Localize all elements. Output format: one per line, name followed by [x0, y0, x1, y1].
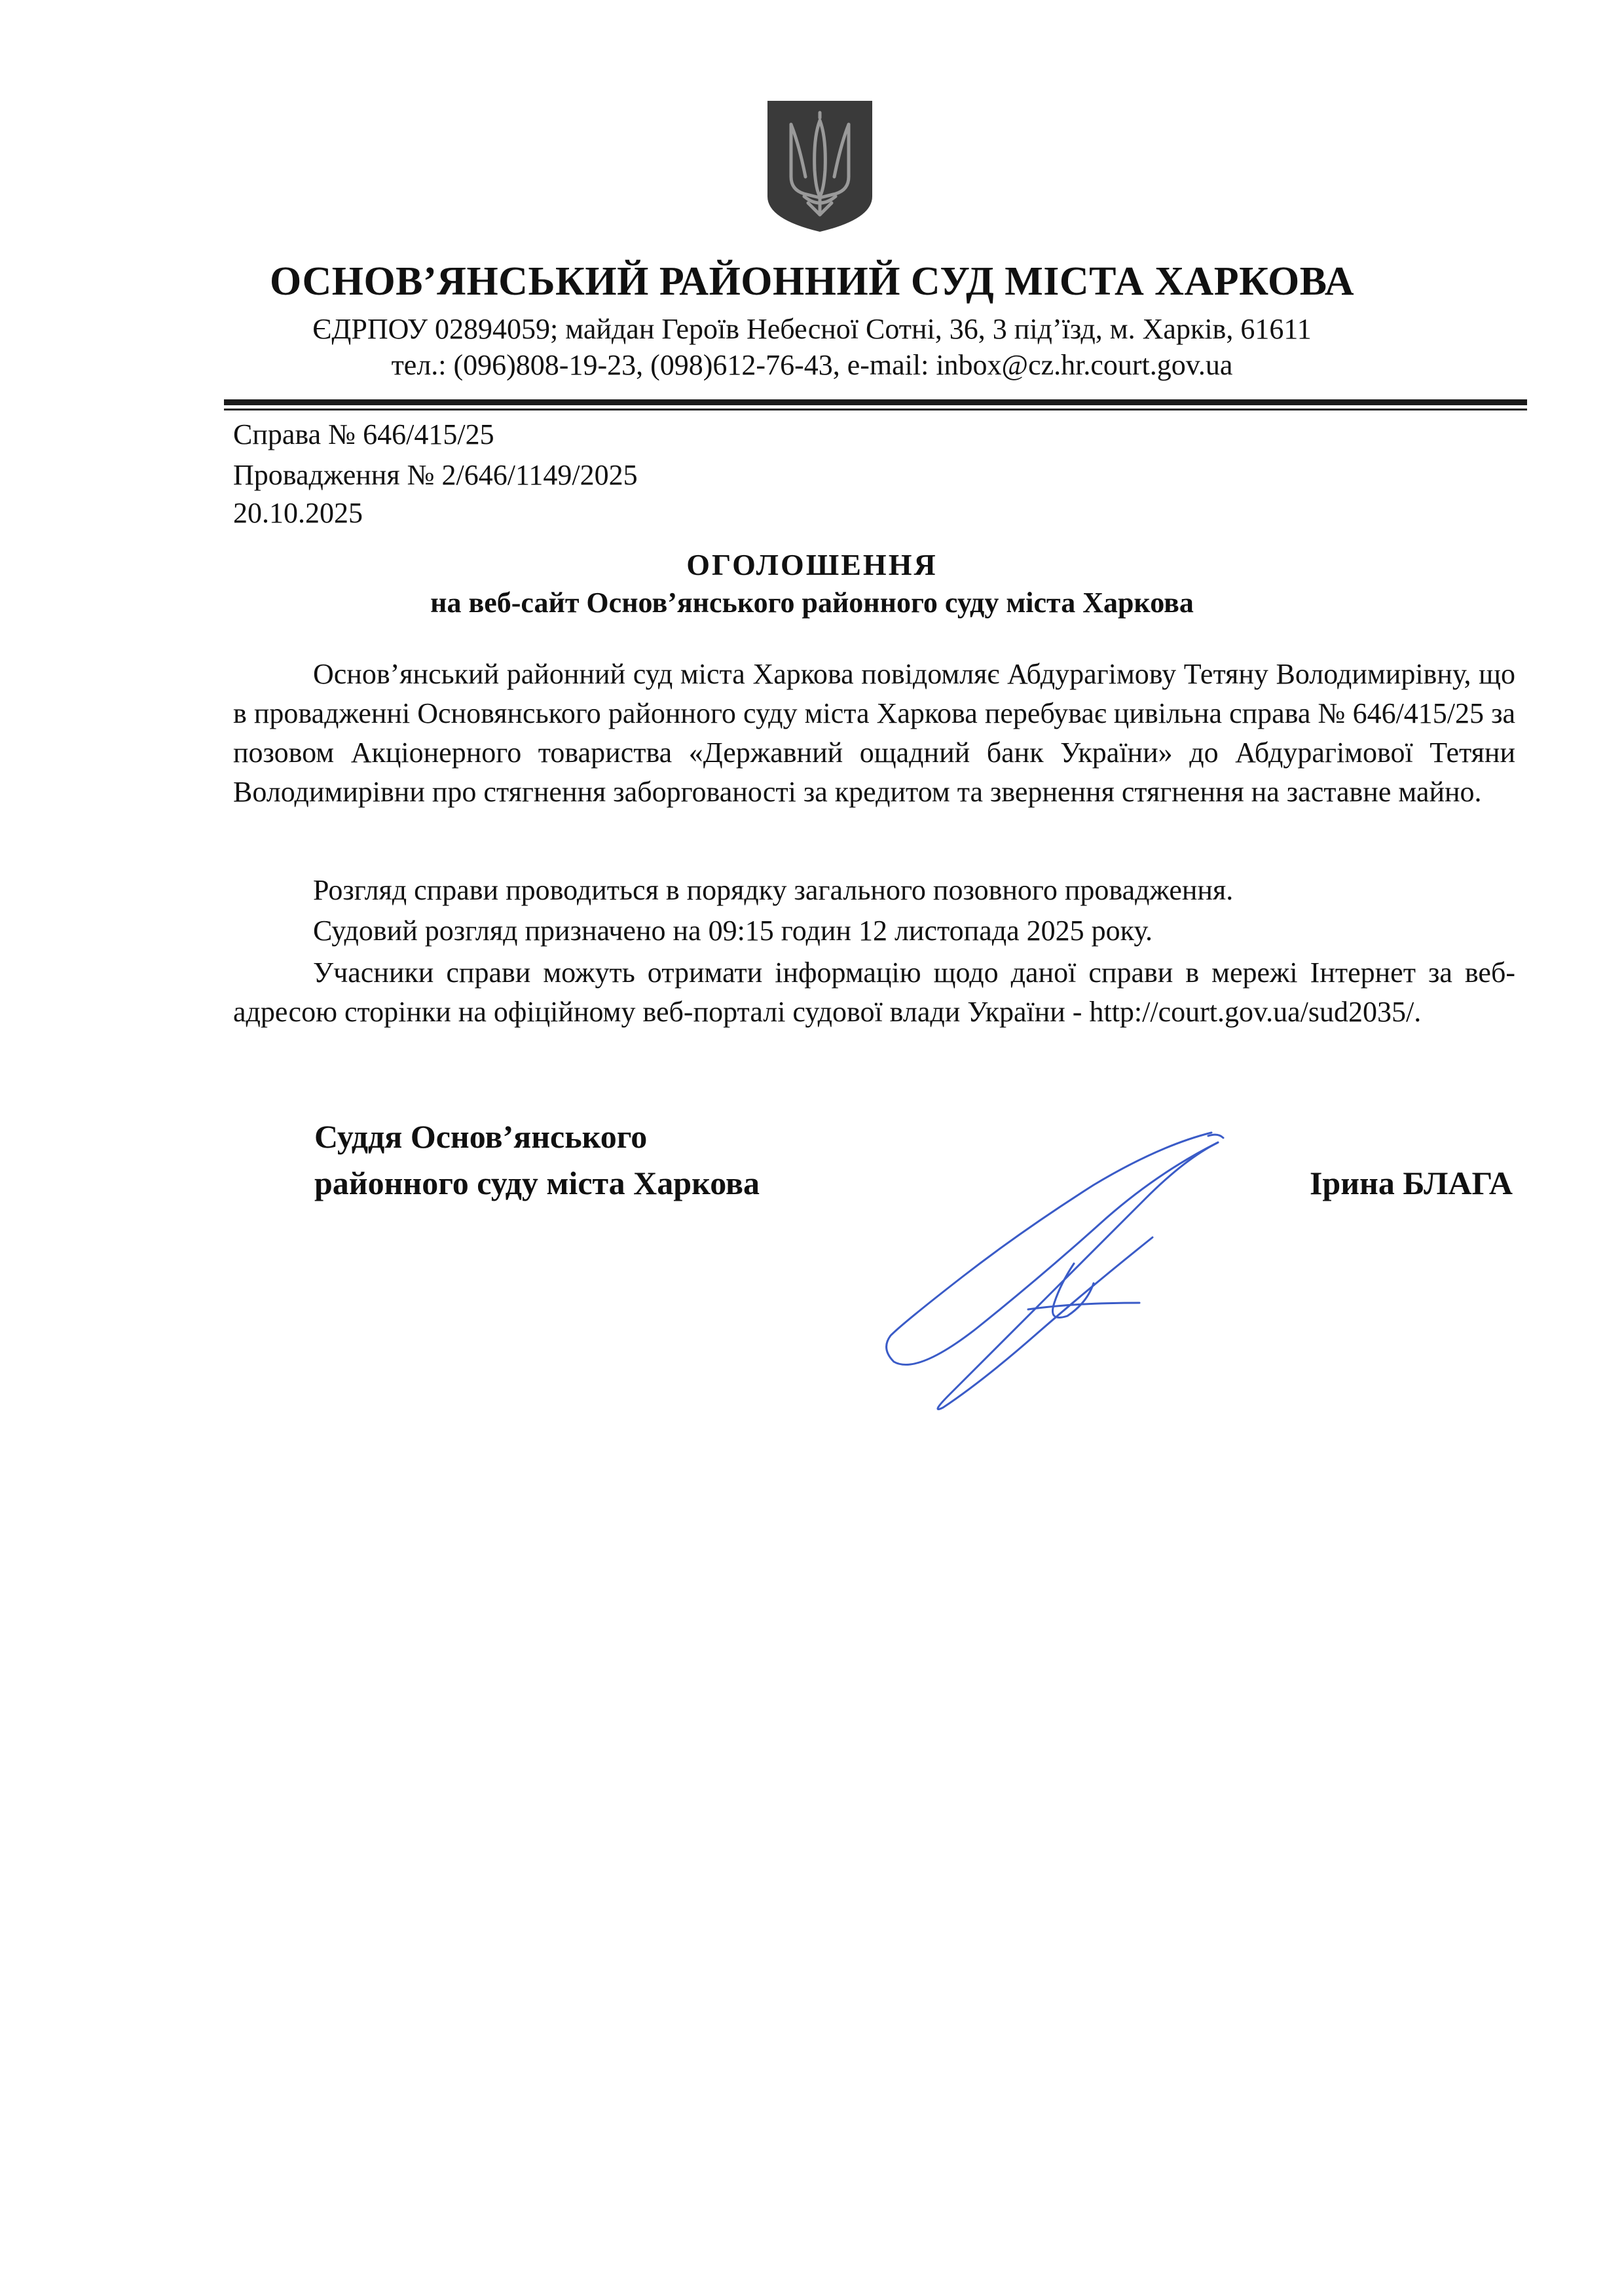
paragraph-text: Судовий розгляд призначено на 09:15 годин 12 листопада 2025 року. — [313, 915, 1153, 947]
header-divider-thick — [224, 399, 1527, 405]
judge-name: Ірина БЛАГА — [1309, 1165, 1513, 1201]
proceeding-number: Провадження № 2/646/1149/2025 — [233, 459, 638, 491]
announcement-subtitle: на веб-сайт Основ’янського районного суду міста Харкова — [430, 587, 1194, 619]
court-contacts-line: тел.: (096)808-19-23, (098)612-76-43, e-mail: inbox@cz.hr.court.gov.ua — [391, 349, 1233, 381]
announcement-paragraph-2 — [233, 871, 1515, 910]
paragraph-text: Учасники справи можуть отримати інформацію щодо даної справи в мережі Інтернет за веб-адресою сторінки на офіційному веб-порталі судової влади України - http://court.gov.ua/sud2035/. — [233, 957, 1515, 1028]
document-date: 20.10.2025 — [233, 497, 363, 529]
announcement-paragraph-3 — [233, 911, 1515, 951]
judge-title-line-2: районного суду міста Харкова — [314, 1165, 760, 1201]
court-address-line: ЄДРПОУ 02894059; майдан Героїв Небесної Сотні, 36, 3 під’їзд, м. Харків, 61611 — [312, 313, 1312, 345]
announcement-paragraph-1 — [233, 655, 1515, 812]
paragraph-text: Розгляд справи проводиться в порядку загального позовного провадження. — [313, 874, 1234, 906]
announcement-paragraph-4 — [233, 953, 1515, 1032]
court-name: ОСНОВ’ЯНСЬКИЙ РАЙОННИЙ СУД МІСТА ХАРКОВА — [269, 259, 1355, 304]
trident-coat-of-arms-icon — [765, 98, 875, 234]
case-number: Справа № 646/415/25 — [233, 418, 494, 450]
announcement-title: ОГОЛОШЕННЯ — [686, 548, 938, 581]
paragraph-text: Основ’янський районний суд міста Харкова повідомляє Абдурагімову Тетяну Володимирівну, що в провадженні Основянського районного суду міста Харкова перебуває цивільна справа № 646/415/25 за позовом Акціонерного товариства «Державний ощадний банк України» до Абдурагімової Тетяни Володимирівни про стягнення заборгованості за кредитом та звернення стягнення на заставне майно. — [233, 658, 1515, 808]
handwritten-signature-icon — [877, 1106, 1244, 1434]
header-divider-thin — [224, 409, 1527, 410]
judge-title-line-1: Суддя Основ’янського — [314, 1118, 648, 1155]
